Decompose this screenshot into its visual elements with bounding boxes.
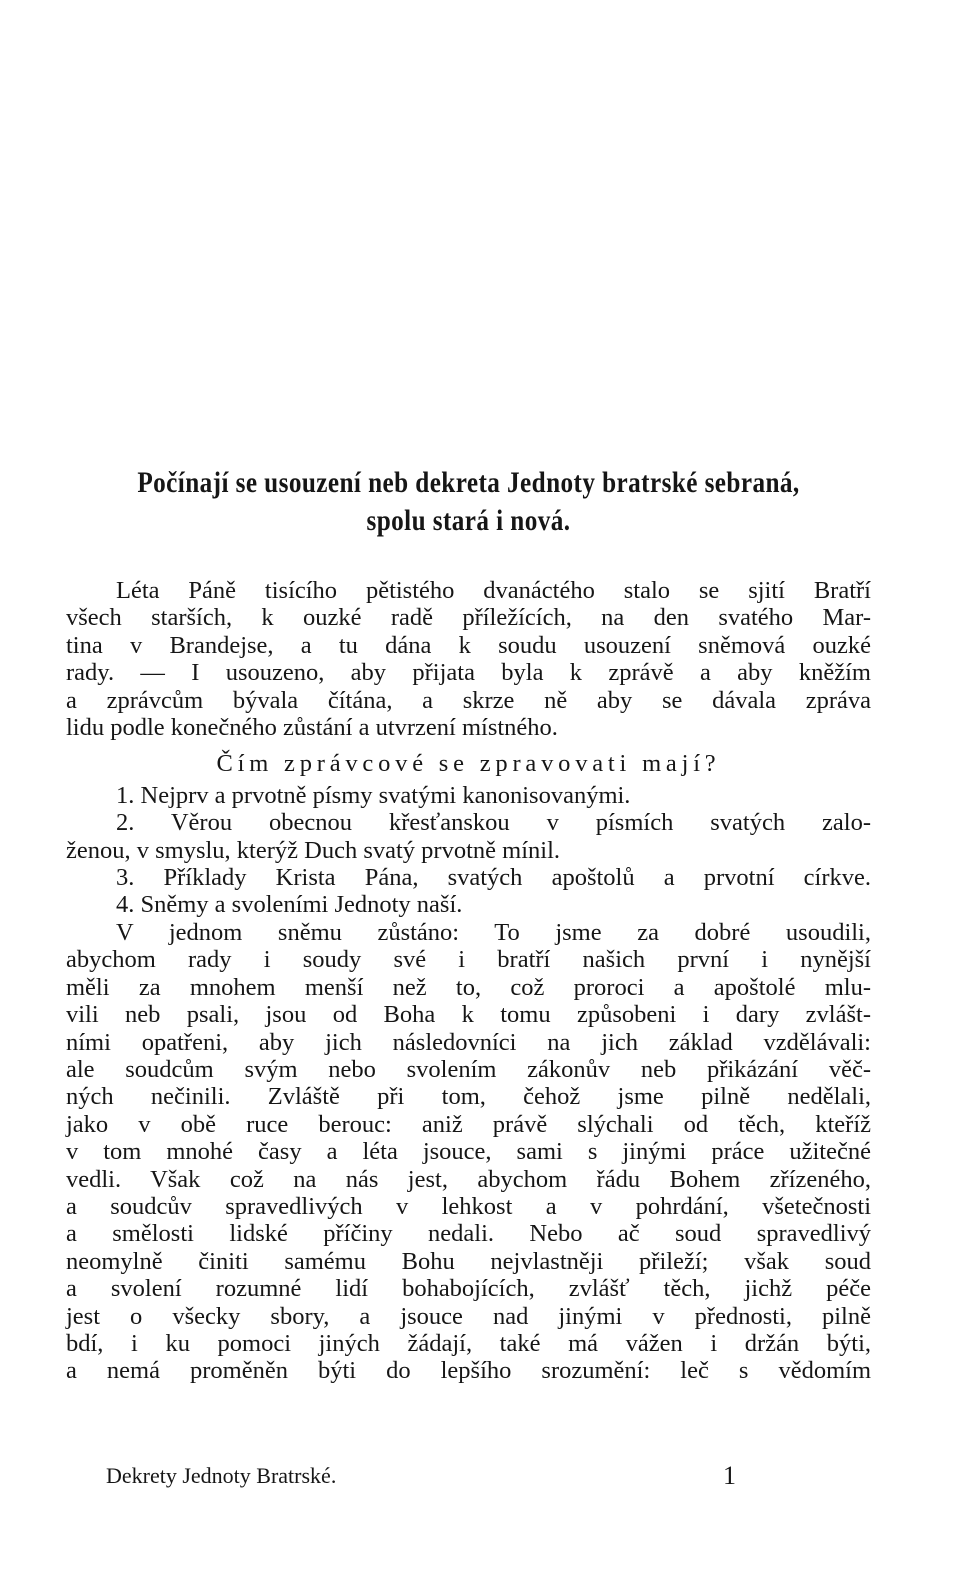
title-line: spolu stará i nová.: [366, 504, 571, 537]
text-line: V jednom sněmu zůstáno: To jsme za dobré usoudili,: [116, 918, 871, 946]
list-item: 3. Příklady Krista Pána, svatých apoštolů a prvotní církve.: [116, 864, 871, 892]
text-line: bdí, i ku pomoci jiných žádají, také má vážen i držán býti,: [66, 1329, 871, 1357]
text-line: vedli. Však což na nás jest, abychom řádu Bohem zřízeného,: [66, 1165, 871, 1193]
body-text: [66, 577, 871, 1385]
text-line: měli za mnohem menší než to, což proroci a apoštolé mlu-: [66, 973, 871, 1001]
text-line: jest o všecky sbory, a jsouce nad jinými v přednosti, pilně: [66, 1302, 871, 1330]
text-line: neomylně činiti samému Bohu nejvlastněji přileží; však soud: [66, 1247, 871, 1275]
numbered-list: [66, 782, 871, 919]
page-content: [66, 464, 871, 1385]
text-line: a soudcův spravedlivých v lehkost a v pohrdání, všetečnosti: [66, 1192, 871, 1220]
page-number: 1: [723, 1461, 736, 1490]
list-item: ženou, v smyslu, kterýž Duch svatý prvotně mínil.: [66, 836, 560, 864]
list-item: 4. Sněmy a svoleními Jednoty naší.: [116, 891, 463, 919]
section-question-heading: Čím zprávcové se zpravovati mají?: [216, 750, 721, 778]
text-line: všech starších, k ouzké radě příležících, na den svatého Mar-: [66, 604, 871, 632]
text-line: Léta Páně tisícího pětistého dvanáctého stalo se sjití Bratří: [116, 577, 871, 604]
text-line: rady. — I usouzeno, aby přijata byla k zprávě a aby kněžím: [66, 659, 871, 687]
text-line: v tom mnohé časy a léta jsouce, sami s jinými práce užitečné: [66, 1138, 871, 1166]
text-line: lidu podle konečného zůstání a utvrzení místného.: [66, 714, 558, 742]
document-title: [130, 464, 806, 540]
text-line: a smělosti lidské příčiny nedali. Nebo ač soud spravedlivý: [66, 1220, 871, 1248]
text-line: ných nečinili. Zvláště při tom, čehož jsme pilně nedělali,: [66, 1083, 871, 1111]
text-line: a zprávcům bývala čítána, a skrze ně aby se dávala zpráva: [66, 686, 871, 714]
text-line: jako v obě ruce berouc: aniž právě slýchali od těch, kteříž: [66, 1110, 871, 1138]
text-line: tina v Brandejse, a tu dána k soudu usouzení sněmová ouzké: [66, 631, 871, 659]
text-line: abychom rady i soudy své i bratří našich první i nynější: [66, 946, 871, 974]
page-footer: [106, 1462, 736, 1490]
running-title: Dekrety Jednoty Bratrské.: [106, 1463, 337, 1488]
text-line: a svolení rozumné lidí bohabojících, zvlášť těch, jichž péče: [66, 1275, 871, 1303]
list-item: 1. Nejprv a prvotně písmy svatými kanonisovanými.: [116, 781, 631, 809]
text-line: vili neb psali, jsou od Boha k tomu způsobeni i dary zvlášt-: [66, 1001, 871, 1029]
text-line: ale soudcům svým nebo svolením zákonův neb přikázání věč-: [66, 1055, 871, 1083]
text-line: a nemá proměněn býti do lepšího srozumění: leč s vědomím: [66, 1357, 871, 1385]
text-line: ními opatřeni, aby jich následovníci na jich základ vzdělávali:: [66, 1028, 871, 1056]
title-line: Počínají se usouzení neb dekreta Jednoty bratrské sebraná,: [137, 466, 800, 499]
main-paragraph: [66, 919, 871, 1385]
list-item: 2. Věrou obecnou křesťanskou v písmích svatých zalo-: [116, 809, 871, 837]
intro-paragraph: [66, 577, 871, 741]
